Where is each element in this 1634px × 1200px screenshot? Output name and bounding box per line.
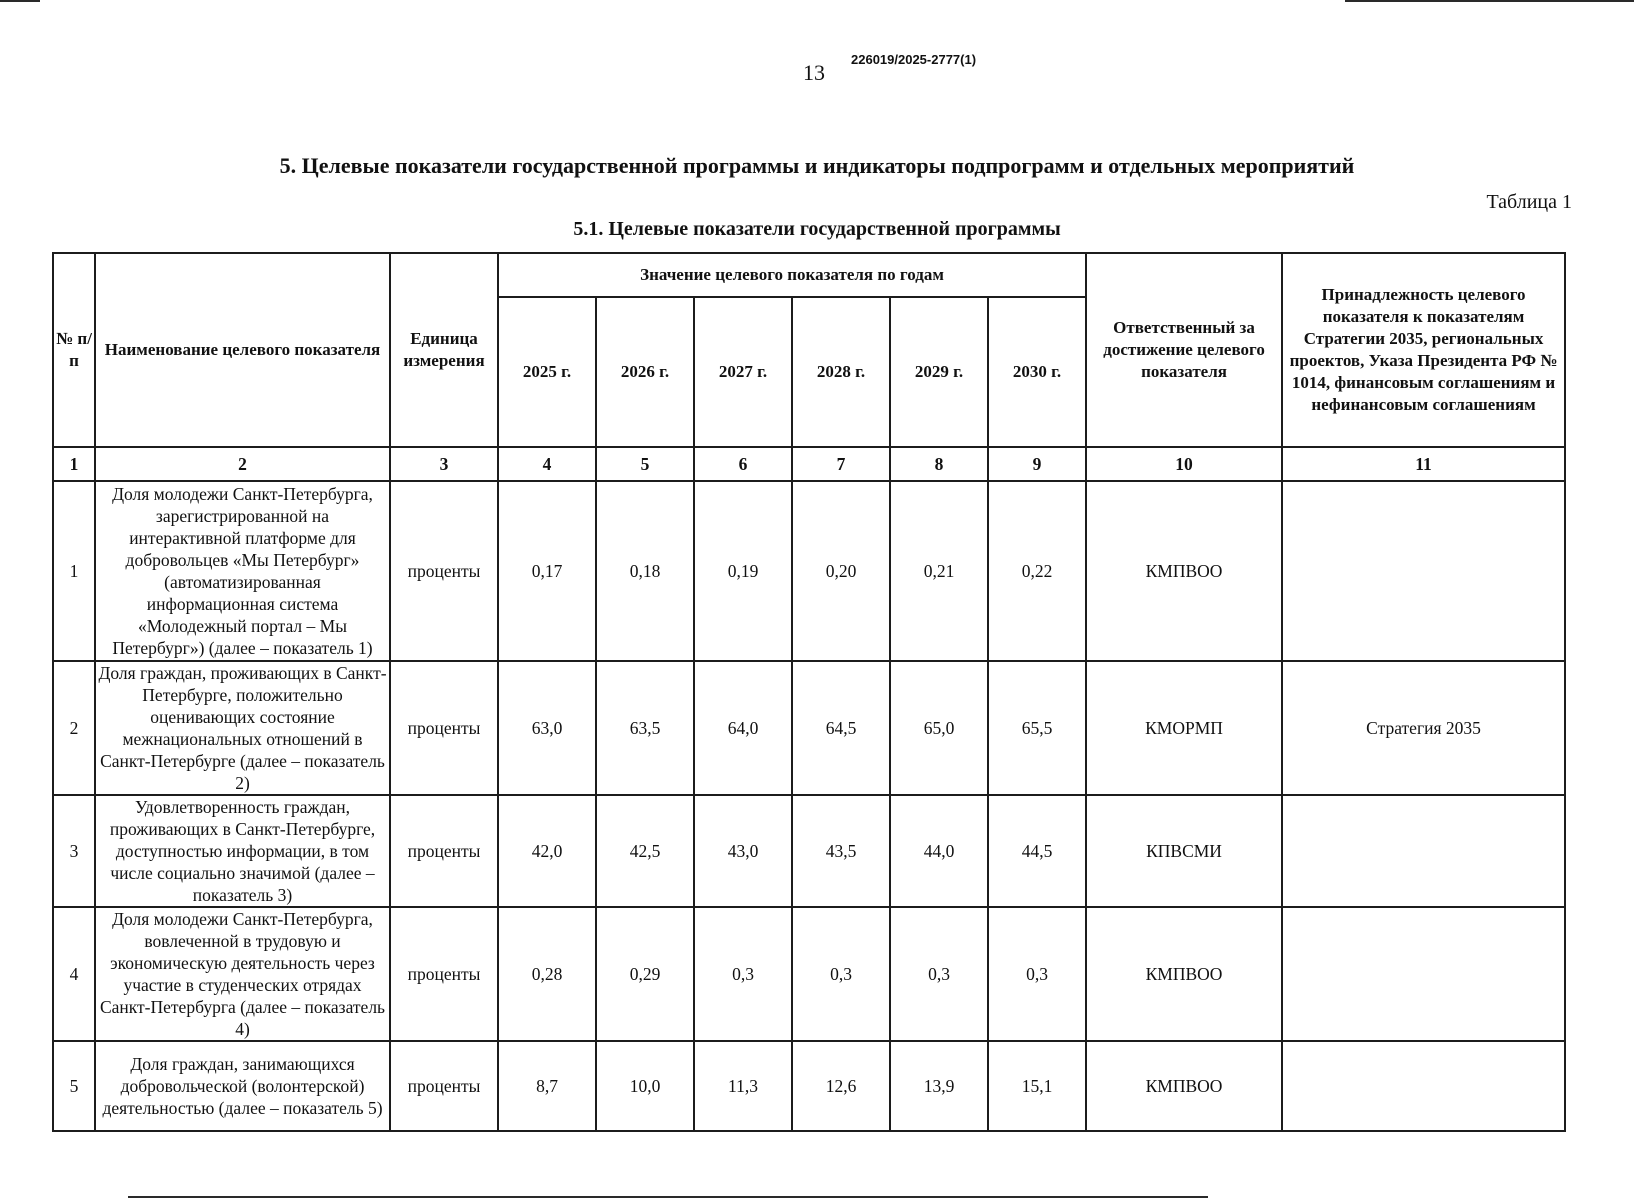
header-years-group: Значение целевого показателя по годам xyxy=(498,253,1086,297)
header-year: 2030 г. xyxy=(988,297,1086,447)
indicator-name: Доля граждан, занимающихся добровольческой (волонтерской) деятельностью (далее – показатель 5) xyxy=(95,1041,390,1131)
unit: проценты xyxy=(390,481,498,661)
target-indicators-table xyxy=(52,252,1566,1132)
responsible: КМПВОО xyxy=(1086,1041,1282,1131)
column-number: 10 xyxy=(1086,447,1282,481)
year-value: 65,0 xyxy=(890,661,988,795)
year-value: 43,0 xyxy=(694,795,792,907)
year-value: 15,1 xyxy=(988,1041,1086,1131)
column-number: 8 xyxy=(890,447,988,481)
year-value: 44,0 xyxy=(890,795,988,907)
belonging xyxy=(1282,1041,1565,1131)
year-value: 64,0 xyxy=(694,661,792,795)
responsible: КМПВОО xyxy=(1086,481,1282,661)
column-number: 11 xyxy=(1282,447,1565,481)
header-year: 2028 г. xyxy=(792,297,890,447)
year-value: 11,3 xyxy=(694,1041,792,1131)
scan-edge-top-right xyxy=(1345,0,1634,2)
header-year: 2029 г. xyxy=(890,297,988,447)
table-row xyxy=(53,481,1565,661)
year-value: 63,5 xyxy=(596,661,694,795)
year-value: 0,3 xyxy=(988,907,1086,1041)
table-row xyxy=(53,1041,1565,1131)
header-year: 2025 г. xyxy=(498,297,596,447)
table-row xyxy=(53,661,1565,795)
scan-edge-top-left xyxy=(0,0,40,2)
year-value: 63,0 xyxy=(498,661,596,795)
row-num: 5 xyxy=(53,1041,95,1131)
header-name: Наименование целевого показателя xyxy=(95,253,390,447)
year-value: 0,21 xyxy=(890,481,988,661)
header-row xyxy=(53,253,1565,297)
year-value: 0,28 xyxy=(498,907,596,1041)
unit: проценты xyxy=(390,907,498,1041)
year-value: 8,7 xyxy=(498,1041,596,1131)
year-value: 42,0 xyxy=(498,795,596,907)
year-value: 0,3 xyxy=(694,907,792,1041)
unit: проценты xyxy=(390,1041,498,1131)
year-value: 64,5 xyxy=(792,661,890,795)
table-row xyxy=(53,907,1565,1041)
belonging xyxy=(1282,907,1565,1041)
year-value: 10,0 xyxy=(596,1041,694,1131)
year-value: 0,20 xyxy=(792,481,890,661)
column-number: 6 xyxy=(694,447,792,481)
year-value: 0,3 xyxy=(890,907,988,1041)
column-number: 5 xyxy=(596,447,694,481)
year-value: 13,9 xyxy=(890,1041,988,1131)
indicator-name: Удовлетворенность граждан, проживающих в Санкт-Петербурге, доступностью информации, в том числе социально значимой (далее – показатель 3) xyxy=(95,795,390,907)
subsection-heading: 5.1. Целевые показатели государственной программы xyxy=(573,218,1061,240)
table-label: Таблица 1 xyxy=(1486,191,1572,213)
header-num: № п/п xyxy=(53,253,95,447)
year-value: 65,5 xyxy=(988,661,1086,795)
indicator-name: Доля молодежи Санкт-Петербурга, вовлеченной в трудовую и экономическую деятельность через участие в студенческих отрядах Санкт-Петербурга (далее – показатель 4) xyxy=(95,907,390,1041)
row-num: 3 xyxy=(53,795,95,907)
header-belonging: Принадлежность целевого показателя к показателям Стратегии 2035, региональных проектов, Указа Президента РФ № 1014, финансовым соглашениям и нефинансовым соглашениям xyxy=(1282,253,1565,447)
belonging xyxy=(1282,481,1565,661)
indicator-name: Доля молодежи Санкт-Петербурга, зарегистрированной на интерактивной платформе для добровольцев «Мы Петербург» (автоматизированная информационная система «Молодежный портал – Мы Петербург») (далее – показатель 1) xyxy=(95,481,390,661)
header-unit: Единица измерения xyxy=(390,253,498,447)
row-num: 4 xyxy=(53,907,95,1041)
year-value: 12,6 xyxy=(792,1041,890,1131)
scan-edge-bottom xyxy=(128,1196,1208,1198)
header-year: 2027 г. xyxy=(694,297,792,447)
section-heading: 5. Целевые показатели государственной программы и индикаторы подпрограмм и отдельных мероприятий xyxy=(279,153,1355,178)
row-num: 1 xyxy=(53,481,95,661)
unit: проценты xyxy=(390,795,498,907)
column-number: 1 xyxy=(53,447,95,481)
year-value: 0,3 xyxy=(792,907,890,1041)
year-value: 0,29 xyxy=(596,907,694,1041)
indicator-name: Доля граждан, проживающих в Санкт-Петербурге, положительно оценивающих состояние межнациональных отношений в Санкт-Петербурге (далее – показатель 2) xyxy=(95,661,390,795)
year-value: 42,5 xyxy=(596,795,694,907)
column-number: 2 xyxy=(95,447,390,481)
responsible: КПВСМИ xyxy=(1086,795,1282,907)
responsible: КМПВОО xyxy=(1086,907,1282,1041)
row-num: 2 xyxy=(53,661,95,795)
column-numbers-row xyxy=(53,447,1565,481)
year-value: 0,17 xyxy=(498,481,596,661)
table-row xyxy=(53,795,1565,907)
year-value: 44,5 xyxy=(988,795,1086,907)
column-number: 3 xyxy=(390,447,498,481)
page-number: 13 xyxy=(803,60,825,85)
document-id: 226019/2025-2777(1) xyxy=(851,52,977,67)
column-number: 7 xyxy=(792,447,890,481)
belonging: Стратегия 2035 xyxy=(1282,661,1565,795)
responsible: КМОРМП xyxy=(1086,661,1282,795)
year-value: 0,22 xyxy=(988,481,1086,661)
year-value: 0,19 xyxy=(694,481,792,661)
column-number: 4 xyxy=(498,447,596,481)
column-number: 9 xyxy=(988,447,1086,481)
header-year: 2026 г. xyxy=(596,297,694,447)
year-value: 0,18 xyxy=(596,481,694,661)
unit: проценты xyxy=(390,661,498,795)
header-responsible: Ответственный за достижение целевого показателя xyxy=(1086,253,1282,447)
belonging xyxy=(1282,795,1565,907)
year-value: 43,5 xyxy=(792,795,890,907)
